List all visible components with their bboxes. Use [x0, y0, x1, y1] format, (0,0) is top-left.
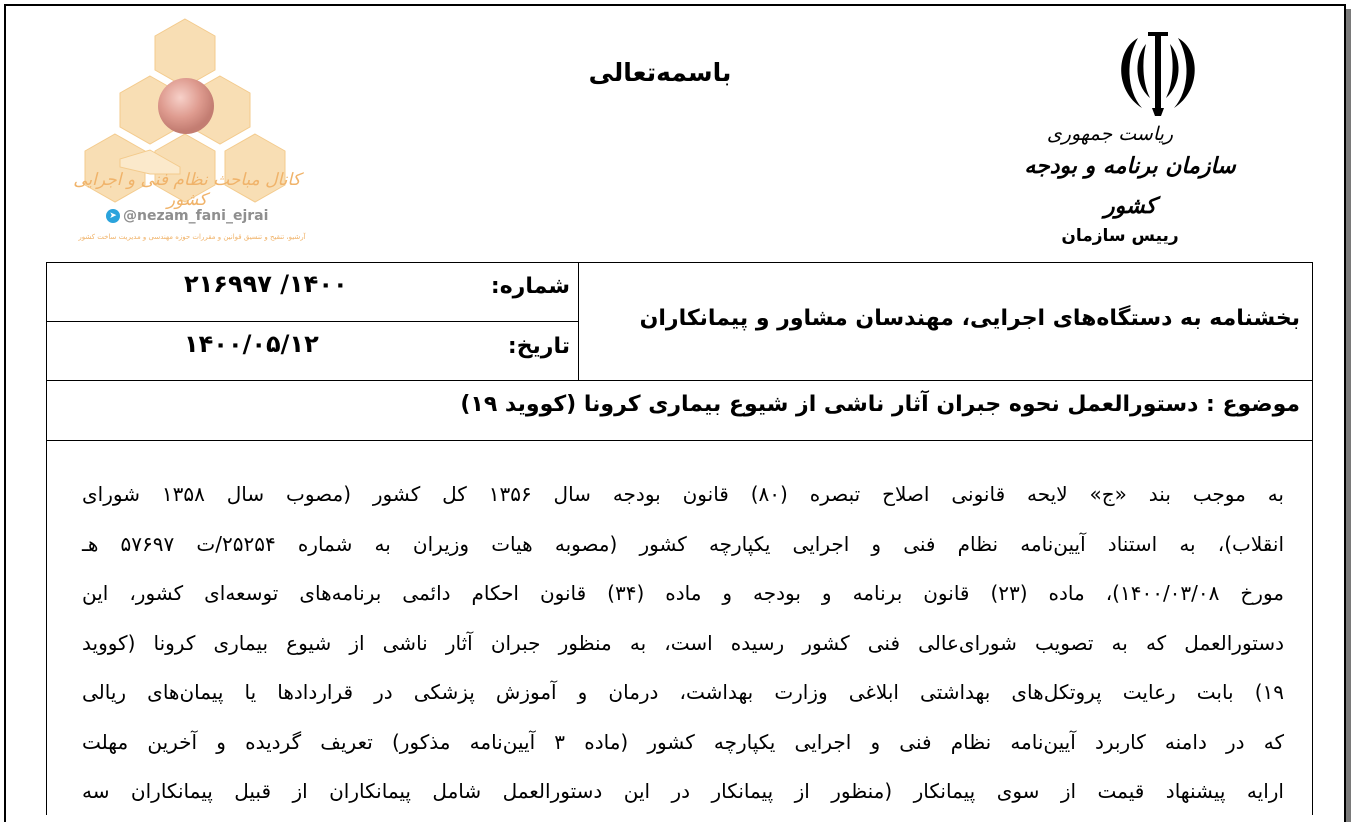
body-line: ارایه پیشنهاد قیمت از سوی پیمانکار (منظور از پیمانکار در این دستورالعمل شامل پیمانکاران از قبیل پیمانکاران سه — [82, 779, 1284, 803]
iran-emblem-icon — [1108, 28, 1208, 118]
watermark-subtitle: آرشیو، تنقیح و تنسیق قوانین و مقررات حوزه مهندسی و مدیریت ساخت کشور — [78, 233, 306, 241]
body-line: ۱۹) بابت رعایت پروتکل‌های بهداشتی ابلاغی وزارت بهداشت، درمان و آموزش پزشکی در قراردادها یا پیمان‌های ریالی — [82, 680, 1284, 704]
body-line: دستورالعمل که به تصویب شورای‌عالی فنی کشور رسیده است، به منظور جبران آثار ناشی از شیوع بیماری کرونا (کووید — [82, 630, 1284, 655]
bismillah-heading: باسمه‌تعالی — [588, 58, 732, 87]
letter-body — [82, 470, 1284, 817]
org-head: رییس سازمان — [1061, 226, 1179, 246]
body-line: مورخ ۱۴۰۰/۰۳/۰۸)، ماده (۲۳) قانون برنامه و بودجه و ماده (۳۴) قانون احکام دائمی برنامه‌های توسعه‌ای کشور، این — [82, 581, 1284, 605]
body-line: انقلاب)، به استناد آیین‌نامه نظام فنی و اجرایی یکپارچه کشور (مصوبه هیات وزیران به شماره ۲۵۲۵۴/ت ۵۷۶۹۷ هـ — [82, 531, 1285, 556]
recipients-line: بخشنامه به دستگاه‌های اجرایی، مهندسان مشاور و پیمانکاران — [639, 306, 1300, 331]
number-value: ۱۴۰۰/ ۲۱۶۹۹۷ — [184, 270, 348, 298]
body-line: که در دامنه کاربرد آیین‌نامه نظام فنی و اجرایی یکپارچه کشور (ماده ۳ آیین‌نامه مذکور) تعریف گردیده و آخرین مهلت — [82, 729, 1284, 754]
telegram-icon: ➤ — [106, 209, 120, 223]
org-presidency: ریاست جمهوری — [1046, 123, 1174, 145]
organization-block — [1010, 122, 1250, 246]
body-line: به موجب بند «ج» لایحه قانونی اصلاح تبصره (۸۰) قانون بودجه سال ۱۳۵۶ کل کشور (مصوب سال ۱۳۵۸ شورای — [82, 482, 1284, 506]
date-value: ۱۴۰۰/۰۵/۱۲ — [184, 330, 319, 358]
watermark-handle-text: @nezam_fani_ejrai — [123, 208, 269, 224]
org-name: سازمان برنامه و بودجه کشور — [1024, 153, 1236, 219]
subject-line: موضوع : دستورالعمل نحوه جبران آثار ناشی از شیوع بیماری کرونا (کووید ۱۹) — [460, 392, 1300, 417]
watermark-title: کانال مباحث نظام فنی و اجرایی کشور — [73, 170, 301, 210]
date-label: تاریخ: — [507, 334, 570, 359]
watermark-handle — [106, 208, 268, 224]
number-label: شماره: — [490, 274, 570, 299]
